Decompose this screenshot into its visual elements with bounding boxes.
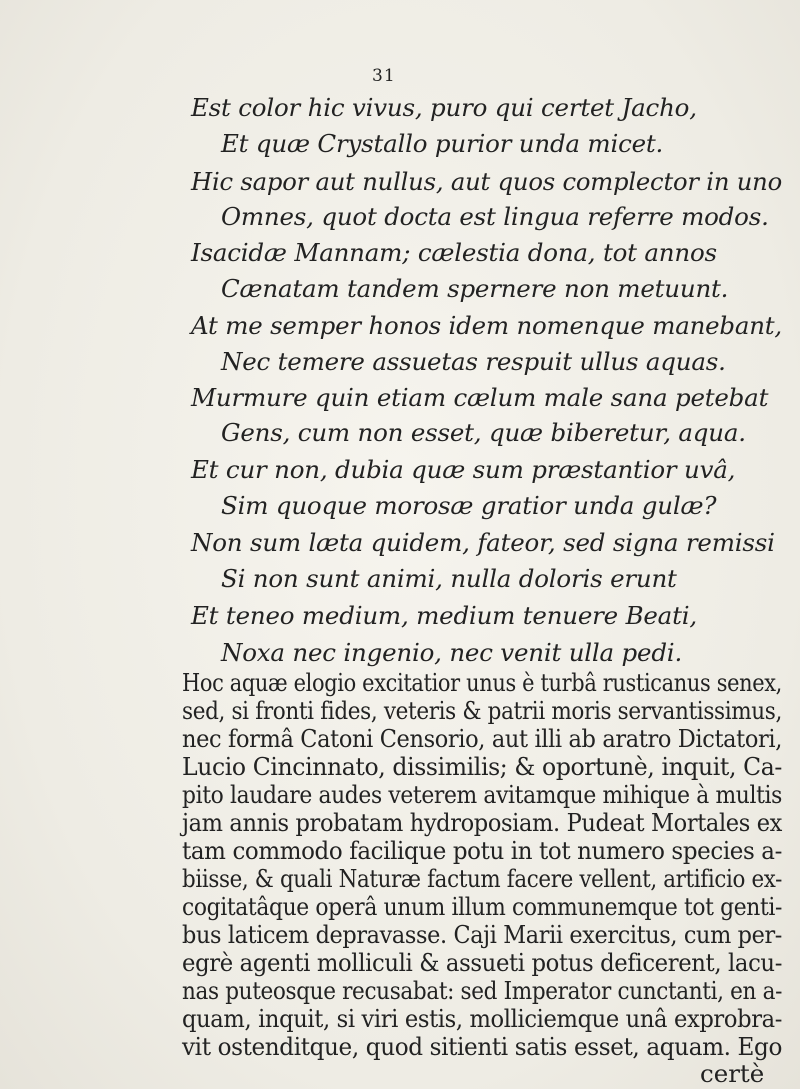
prose-line-6: jam annis probatam hydroposiam. Pudeat Mortales ex bbox=[182, 808, 782, 837]
prose-line-11: egrè agenti molliculi & assueti potus deficerent, lacu- bbox=[182, 948, 782, 977]
verse-line-3: Hic sapor aut nullus, aut quos complector in uno bbox=[191, 167, 782, 196]
prose-line-2: sed, si fronti fides, veteris & patrii moris servantissimus, bbox=[182, 696, 782, 725]
verse-line-15: Et teneo medium, medium tenuere Beati, bbox=[191, 601, 697, 630]
verse-line-14: Si non sunt animi, nulla doloris erunt bbox=[221, 564, 677, 593]
verse-line-13: Non sum læta quidem, fateor, sed signa remissi bbox=[191, 528, 775, 557]
verse-line-11: Et cur non, dubia quæ sum præstantior uvâ, bbox=[191, 455, 736, 484]
verse-line-1: Est color hic vivus, puro qui certet Jacho, bbox=[191, 93, 697, 122]
prose-line-12: nas puteosque recusabat: sed Imperator cunctanti, en a- bbox=[182, 976, 782, 1005]
verse-line-10: Gens, cum non esset, quæ biberetur, aqua. bbox=[221, 418, 746, 447]
verse-line-16: Noxa nec ingenio, nec venit ulla pedi. bbox=[221, 638, 683, 667]
verse-line-4: Omnes, quot docta est lingua referre modos. bbox=[221, 202, 769, 231]
verse-line-7: At me semper honos idem nomenque manebant, bbox=[191, 311, 782, 340]
prose-line-4: Lucio Cincinnato, dissimilis; & oportunè, inquit, Ca- bbox=[182, 752, 782, 781]
prose-line-1: Hoc aquæ elogio excitatior unus è turbâ rusticanus senex, bbox=[182, 668, 782, 697]
page-number: 31 bbox=[372, 66, 396, 86]
verse-line-8: Nec temere assuetas respuit ullus aquas. bbox=[221, 347, 726, 376]
prose-line-10: bus laticem depravasse. Caji Marii exercitus, cum per- bbox=[182, 920, 782, 949]
prose-line-5: pito laudare audes veterem avitamque mihique à multis bbox=[182, 780, 782, 809]
prose-line-9: cogitatâque operâ unum illum communemque tot genti- bbox=[182, 892, 782, 921]
verse-line-6: Cænatam tandem spernere non metuunt. bbox=[221, 274, 729, 303]
verse-line-12: Sim quoque morosæ gratior unda gulæ? bbox=[221, 491, 717, 520]
prose-line-7: tam commodo facilique potu in tot numero species a- bbox=[182, 836, 782, 865]
verse-line-5: Isacidæ Mannam; cælestia dona, tot annos bbox=[191, 238, 717, 267]
catchword: certè bbox=[700, 1059, 765, 1088]
prose-line-13: quam, inquit, si viri estis, molliciemque unâ exprobra- bbox=[182, 1004, 782, 1033]
prose-line-8: biisse, & quali Naturæ factum facere vellent, artificio ex- bbox=[182, 864, 782, 893]
verse-line-2: Et quæ Crystallo purior unda micet. bbox=[221, 129, 664, 158]
verse-line-9: Murmure quin etiam cælum male sana petebat bbox=[191, 383, 769, 412]
prose-line-3: nec formâ Catoni Censorio, aut illi ab aratro Dictatori, bbox=[182, 724, 782, 753]
prose-line-14: vit ostenditque, quod sitienti satis esset, aquam. Ego bbox=[182, 1032, 782, 1061]
